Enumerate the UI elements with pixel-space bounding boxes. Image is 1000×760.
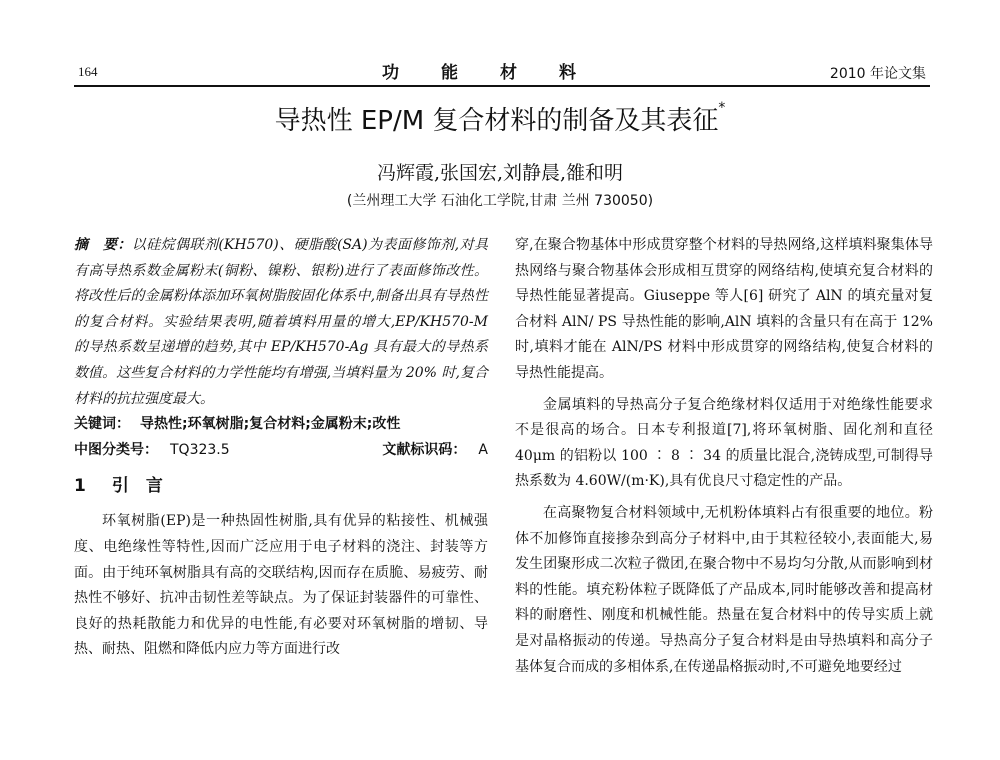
abstract-label: 摘 要：	[74, 237, 132, 253]
paper-title-text: 导热性 EP/M 复合材料的制备及其表征	[274, 106, 719, 136]
body-paragraph: 穿,在聚合物基体中形成贯穿整个材料的导热网络,这样填料聚集体导热网络与聚合物基体会形成相互贯穿的网络结构,使填充复合材料的导热性能显著提高。Giuseppe 等人[6] 研究了 AlN 的填充量对复合材料 AlN/ PS 导热性能的影响,AlN 填料的含量只有在高于 12%时,填料才能在 AlN/PS 材料中形成贯穿的网络结构,使复合材料的导热性能提高。	[515, 237, 933, 381]
right-column	[515, 233, 933, 680]
clc-value: TQ323.5	[170, 441, 230, 458]
author-list: 冯辉霞,张国宏,刘静晨,雒和明	[376, 162, 624, 184]
keywords-text: 导热性;环氧树脂;复合材料;金属粉末;改性	[140, 416, 401, 433]
journal-name: 功能材料	[382, 63, 618, 83]
keywords	[74, 412, 488, 438]
doc-value: A	[478, 441, 488, 458]
collection-label: 2010 年论文集	[829, 66, 926, 82]
section-heading	[74, 471, 488, 501]
document-code	[382, 438, 488, 464]
body-paragraph: 在高聚物复合材料领域中,无机粉体填料占有很重要的地位。粉体不加修饰直接掺杂到高分子材料中,由于其粒径较小,表面能大,易发生团聚形成二次粒子微团,在聚合物中不易均匀分散,从而影响到材料的性能。填充粉体粒子既降低了产品成本,同时能够改善和提高材料的耐磨性、刚度和机械性能。热量在复合材料中的传导实质上就是对晶格振动的传递。导热高分子复合材料是由导热填料和高分子基体复合而成的多相体系,在传递晶格振动时,不可避免地要经过	[515, 504, 933, 675]
abstract	[74, 233, 488, 412]
section-title: 引 言	[111, 476, 163, 497]
clc-label: 中图分类号：	[74, 441, 158, 458]
clc-code	[74, 438, 230, 464]
keywords-label: 关键词：	[74, 416, 130, 433]
header-rule	[74, 85, 930, 87]
paper-title	[0, 100, 1000, 137]
affiliation: (兰州理工大学 石油化工学院,甘肃 兰州 730050)	[346, 193, 654, 209]
classification-row	[74, 438, 488, 464]
body-paragraph: 金属填料的导热高分子复合绝缘材料仅适用于对绝缘性能要求不是很高的场合。日本专利报道[7],将环氧树脂、固化剂和直径 40μm 的铝粉以 100 ∶ 8 ∶ 34 的质量比混合,浇铸成型,可制得导热系数为 4.60W/(m·K),具有优良尺寸稳定性的产品。	[515, 396, 933, 490]
page-number: 164	[78, 64, 98, 79]
abstract-text: 以硅烷偶联剂(KH570)、硬脂酸(SA)为表面修饰剂,对具有高导热系数金属粉末(铜粉、镍粉、银粉)进行了表面修饰改性。将改性后的金属粉体添加环氧树脂胺固化体系中,制备出具有导热性的复合材料。实验结果表明,随着填料用量的增大,EP/KH570-M 的导热系数呈递增的趋势,其中 EP/KH570-Ag 具有最大的导热系数值。这些复合材料的力学性能均有增强,当填料量为 20% 时,复合材料的抗拉强度最大。	[74, 237, 489, 407]
title-footnote-mark: *	[718, 100, 726, 116]
left-column	[74, 233, 488, 663]
section-number: 1	[74, 476, 86, 497]
doc-label: 文献标识码：	[382, 441, 467, 458]
body-paragraph: 环氧树脂(EP)是一种热固性树脂,具有优异的粘接性、机械强度、电绝缘性等特性,因而广泛应用于电子材料的浇注、封装等方面。由于纯环氧树脂具有高的交联结构,因而存在质脆、易疲劳、耐热性不够好、抗冲击韧性差等缺点。为了保证封装器件的可靠性、良好的热耗散能力和优异的电性能,有必要对环氧树脂的增韧、导热、耐热、阻燃和降低内应力等方面进行改	[74, 513, 488, 658]
